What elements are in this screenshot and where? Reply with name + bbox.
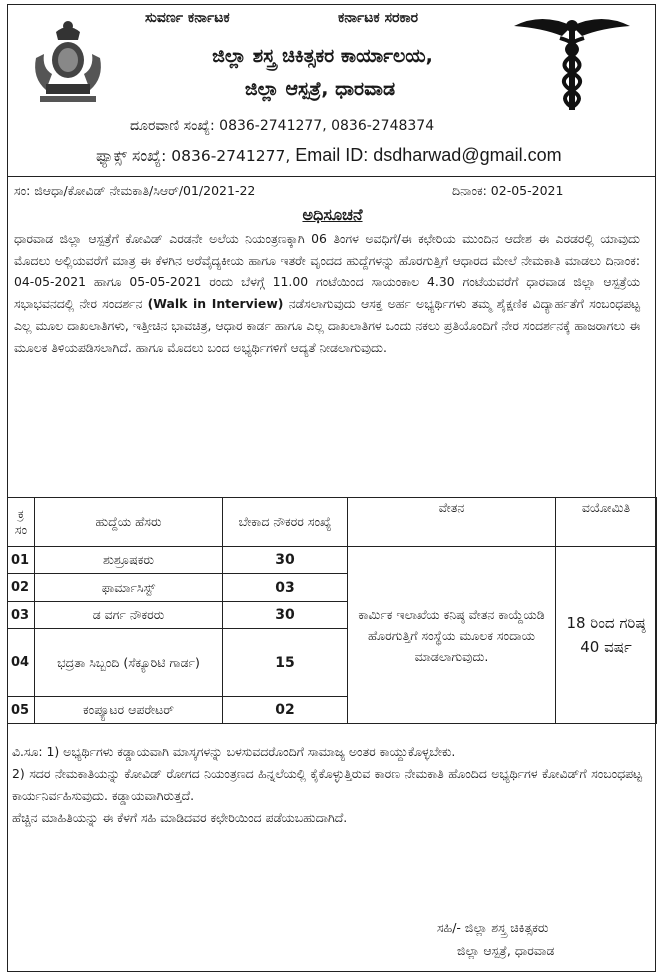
col-header-serial: ಕ್ರ ಸಂ	[8, 498, 35, 547]
row-serial: 03	[8, 602, 35, 629]
caduceus-icon	[512, 12, 632, 112]
table-row	[8, 547, 657, 574]
note-3: ಹೆಚ್ಚಿನ ಮಾಹಿತಿಯನ್ನು ಈ ಕೆಳಗೆ ಸಹಿ ಮಾಡಿದವರ ಕಛೇರಿಯಿಂದ ಪಡೆಯಬಹುದಾಗಿದೆ.	[12, 810, 348, 825]
reference-number: ಸಂ: ಜಿಆಧಾ/ಕೋವಿಡ್ ನೇಮಕಾತಿ/ಸಿಆರ್/01/2021-22	[14, 183, 256, 198]
row-post: ಭದ್ರತಾ ಸಿಬ್ಬಂದಿ (ಸೆಕ್ಯೂರಿಟಿ ಗಾರ್ಡ)	[35, 629, 223, 697]
note-1: ವಿ.ಸೂ: 1) ಅಭ್ಯರ್ಥಿಗಳು ಕಡ್ಡಾಯವಾಗಿ ಮಾಸ್ಕಗಳನ್ನು ಬಳಸುವದರೊಂದಿಗೆ ಸಾಮಾಜ್ಯ ಅಂತರ ಕಾಯ್ದುಕೊಳ್ಳಬೇಕು.	[12, 744, 456, 759]
notes-section	[12, 741, 642, 829]
age-limit-cell: 18 ರಿಂದ ಗರಿಷ್ಠ 40 ವರ್ಷ	[556, 547, 657, 724]
row-count: 30	[223, 547, 348, 574]
header-left-heading: ಸುವರ್ಣ ಕರ್ನಾಟಕ	[145, 10, 230, 26]
col-header-post-name: ಹುದ್ದೆಯ ಹೆಸರು	[35, 498, 223, 547]
row-post: ಶುಶ್ರೂಷಕರು	[35, 547, 223, 574]
row-count: 15	[223, 629, 348, 697]
notice-body	[14, 228, 640, 358]
karnataka-emblem-icon	[28, 18, 108, 106]
col-header-age: ವಯೋಮಿತಿ	[556, 498, 657, 547]
posts-table	[7, 497, 657, 724]
row-serial: 04	[8, 629, 35, 697]
walk-in-interview-label: (Walk in Interview)	[147, 296, 284, 312]
body-part-2: ನಡೆಸಲಾಗುವುದು ಆಸಕ್ತ ಅರ್ಹ ಅಭ್ಯರ್ಥಿಗಳು ತಮ್ಮ ಶೈಕ್ಷಣಿಕ ವಿದ್ಯಾರ್ಹತೆಗೆ ಸಂಬಂಧಪಟ್ಟ ಎಲ್ಲ ಮೂಲ ದಾಖಲಾತಿಗಳು, ಇತ್ತೀಚಿನ ಭಾವಚಿತ್ರ, ಆಧಾರ ಕಾರ್ಡ ಹಾಗೂ ಎಲ್ಲ ದಾಖಲಾತಿಗಳ ಒಂದು ನಕಲು ಪ್ರತಿಯೊಂದಿಗೆ ನೇರ ಸಂದರ್ಶನಕ್ಕೆ ಹಾಜರಾಗಲು ಈ ಮೂಲಕ ತಿಳಿಯಪಡಿಸಲಾಗಿದೆ. ಹಾಗೂ ಮೊದಲು ಬಂದ ಅಭ್ಯರ್ಥಿಗಳಿಗೆ ಆದ್ಯತೆ ನೀಡಲಾಗುವುದು.	[14, 296, 640, 355]
row-post: ಕಂಪ್ಯೂಟರ ಆಪರೇಟರ್	[35, 697, 223, 724]
note-2: 2) ಸದರ ನೇಮಕಾತಿಯನ್ನು ಕೋವಿಡ್ ರೋಗದ ನಿಯಂತ್ರಣದ ಹಿನ್ನಲೆಯಲ್ಲಿ ಕೈಕೊಳ್ಳುತ್ತಿರುವ ಕಾರಣ ನೇಮಕಾತಿ ಹೊಂದಿದ ಅಭ್ಯರ್ಥಿಗಳ ಕೋವಿಡ್‌ಗೆ ಸಂಬಂಧಪಟ್ಟ ಕಾರ್ಯನಿರ್ವಹಿಸುವುದು. ಕಡ್ಡಾಯವಾಗಿರುತ್ತದೆ.	[12, 766, 642, 803]
notice-title: ಅಧಿಸೂಚನೆ	[302, 205, 363, 224]
table-header-row	[8, 498, 657, 547]
row-count: 03	[223, 574, 348, 602]
fax-number: ಫ್ಯಾಕ್ಸ್ ಸಂಖ್ಯೆ: 0836-2741277,	[96, 147, 291, 165]
fax-and-email	[96, 145, 562, 166]
col-header-count: ಬೇಕಾದ ನೌಕರರ ಸಂಖ್ಯೆ	[223, 498, 348, 547]
row-count: 30	[223, 602, 348, 629]
row-serial: 02	[8, 574, 35, 602]
row-post: ಫಾರ್ಮಾಸಿಸ್ಟ್	[35, 574, 223, 602]
row-post: ಡ ವರ್ಗ ನೌಕರರು	[35, 602, 223, 629]
body-part-1: ಧಾರವಾಡ ಜಿಲ್ಲಾ ಆಸ್ಪತ್ರೆಗೆ ಕೋವಿಡ್ ಎರಡನೇ ಅಲೆಯ ನಿಯಂತ್ರಣಕ್ಕಾಗಿ 06 ತಿಂಗಳ ಅವಧಿಗೆ/ಈ ಕಛೇರಿಯ ಮುಂದಿನ ಆದೇಶ ಈ ಎರಡರಲ್ಲಿ ಯಾವುದು ಮೊದಲು ಅಲ್ಲಿಯವರೆಗೆ ಮಾತ್ರ ಈ ಕೆಳಗಿನ ಅರೆವೈದ್ಯಕೀಯ ಹಾಗೂ ಇತರೇ ವೃಂದದ ಹುದ್ದೆಗಳನ್ನು ಹೊರಗುತ್ತಿಗೆ ಆಧಾರದ ಮೇಲೆ ನೇಮಕಾತಿ ಮಾಡಲು ದಿನಾಂಕ: 04-05-2021 ಹಾಗೂ 05-05-2021 ರಂದು ಬೆಳಗ್ಗೆ 11.00 ಗಂಟೆಯಿಂದ ಸಾಯಂಕಾಲ 4.30 ಗಂಟೆಯವರೆಗೆ ಧಾರವಾಡ ಜಿಲ್ಲಾ ಆಸ್ಪತ್ರೆಯ ಸಭಾಭವನದಲ್ಲಿ ನೇರ ಸಂದರ್ಶನ	[14, 231, 640, 312]
salary-cell: ಕಾರ್ಮಿಕ ಇಲಾಖೆಯ ಕನಿಷ್ಠ ವೇತನ ಕಾಯ್ದೆಯಡಿ ಹೊರಗುತ್ತಿಗೆ ಸಂಸ್ಥೆಯ ಮೂಲಕ ಸಂದಾಯ ಮಾಡಲಾಗುವುದು.	[348, 547, 556, 724]
row-serial: 05	[8, 697, 35, 724]
header-right-heading: ಕರ್ನಾಟಕ ಸರಕಾರ	[338, 10, 419, 26]
signature-line-2: ಜಿಲ್ಲಾ ಆಸ್ಪತ್ರೆ, ಧಾರವಾಡ	[457, 943, 555, 958]
row-count: 02	[223, 697, 348, 724]
col-header-salary: ವೇತನ	[348, 498, 556, 547]
email-address: Email ID: dsdharwad@gmail.com	[290, 145, 562, 165]
phone-numbers: ದೂರವಾಣಿ ಸಂಖ್ಯೆ: 0836-2741277, 0836-2748374	[130, 118, 435, 134]
office-name: ಜಿಲ್ಲಾ ಶಸ್ತ್ರ ಚಿಕಿತ್ಸಕರ ಕಾರ್ಯಾಲಯ,	[212, 45, 433, 67]
header-divider	[7, 176, 656, 177]
signature-line-1: ಸಹಿ/- ಜಿಲ್ಲಾ ಶಸ್ತ್ರ ಚಿಕಿತ್ಸಕರು	[437, 920, 549, 935]
hospital-name: ಜಿಲ್ಲಾ ಆಸ್ಪತ್ರೆ, ಧಾರವಾಡ	[244, 78, 396, 100]
issue-date: ದಿನಾಂಕ: 02-05-2021	[452, 183, 564, 198]
row-serial: 01	[8, 547, 35, 574]
